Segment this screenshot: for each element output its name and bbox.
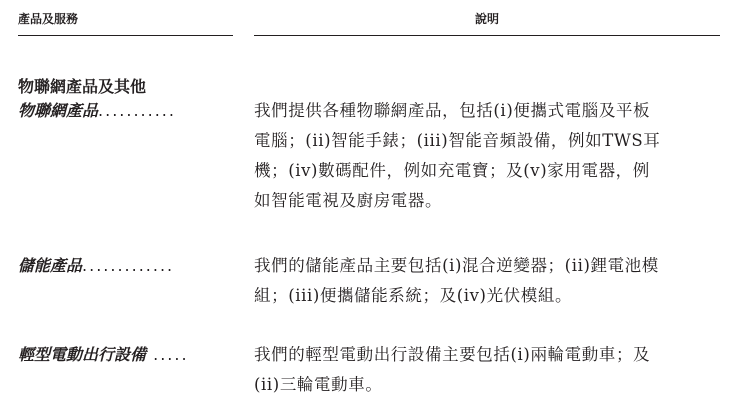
row-label xyxy=(18,251,236,281)
description-line: 如智能電視及廚房電器。 xyxy=(254,191,443,210)
row-description xyxy=(254,251,724,311)
description-line: 我們提供各種物聯網產品，包括(i)便攜式電腦及平板 xyxy=(254,101,651,120)
row-label-text: 輕型電動出行設備 xyxy=(18,345,147,364)
row-description xyxy=(254,96,724,216)
header-rule-left xyxy=(18,35,233,36)
description-line: 機；(iv)數碼配件，例如充電寶；及(v)家用電器，例 xyxy=(254,161,650,180)
row-label xyxy=(18,96,236,126)
row-label-text: 物聯網產品 xyxy=(18,101,99,120)
row-description xyxy=(254,340,724,400)
description-line: (ii)三輪電動車。 xyxy=(254,375,383,394)
row-label xyxy=(18,340,236,370)
description-line: 我們的儲能產品主要包括(i)混合逆變器；(ii)鋰電池模 xyxy=(254,256,659,275)
row-label-text: 儲能產品 xyxy=(18,256,83,275)
column-header-products: 產品及服務 xyxy=(18,12,79,26)
description-line: 電腦；(ii)智能手錶；(iii)智能音頻設備，例如TWS耳 xyxy=(254,131,661,150)
column-header-description: 說明 xyxy=(474,12,499,26)
description-line: 組；(iii)便攜儲能系統；及(iv)光伏模組。 xyxy=(254,286,573,305)
leader-dots: ............. xyxy=(82,256,175,275)
leader-dots: ..... xyxy=(146,345,189,364)
section-title: 物聯網產品及其他 xyxy=(18,77,147,96)
description-line: 我們的輕型電動出行設備主要包括(i)兩輪電動車；及 xyxy=(254,345,651,364)
leader-dots: ........... xyxy=(98,101,176,120)
header-rule-right xyxy=(254,35,720,36)
